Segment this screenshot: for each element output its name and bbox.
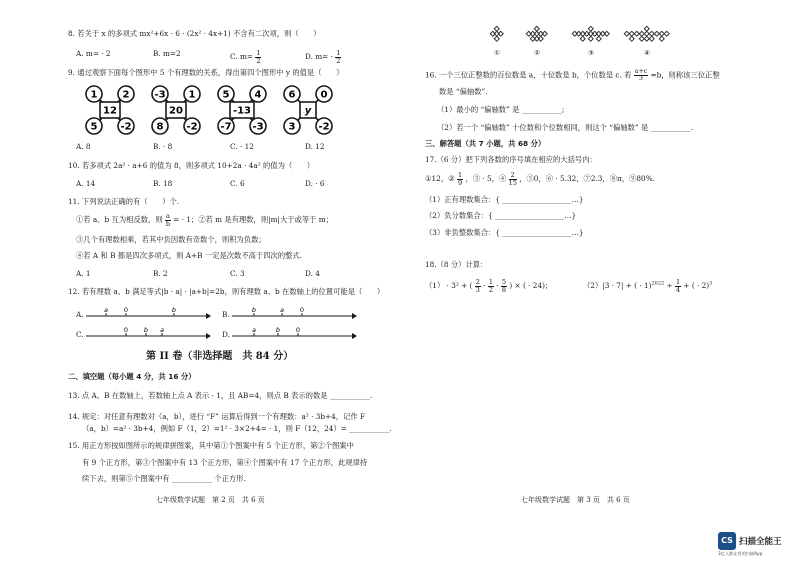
svg-text:b: b xyxy=(275,326,281,334)
q18-part-2: （2）|3 · 7| + ( · 1)$^{2022}$ ÷ $\frac{1}{4}$ + ( · 2)$^3$ xyxy=(583,278,713,294)
q11-statement-4: ④若 A 和 B 都是四次多项式，则 A+B 一定是次数不高于四次的整式. xyxy=(76,251,303,260)
q13-text: 13. 点 A、B 在数轴上，若数轴上点 A 表示 · 1，且 AB=4，则点 B 表示的数是 ___________. xyxy=(68,391,373,400)
q8-option-a: A. m= · 2 xyxy=(76,49,111,58)
q16-line-2: 数是 “偏轴数”. xyxy=(439,87,488,96)
svg-text:0: 0 xyxy=(295,326,301,334)
svg-text:0: 0 xyxy=(123,326,129,334)
q11-statement-1-2: ①若 a、b 互为相反数，则 $\frac{a}{b}$ = · 1；②若 m 是有理数，则|m|大于或等于 m； xyxy=(76,212,333,228)
svg-text:0: 0 xyxy=(123,306,129,314)
q18-part-1: （1） · 3² + ( $\frac{2}{3}$ · $\frac{1}{2}$ · $\frac{5}{8}$ ) × ( · 24)； xyxy=(425,278,553,294)
q10-option-a: A. 14 xyxy=(76,179,96,188)
pattern-label-4: ④ xyxy=(644,49,650,57)
q17-stem: 17.（6 分）把下列各数的序号填在相应的大括号内： xyxy=(425,155,597,164)
camscanner-name: 扫描全能王 xyxy=(739,537,782,547)
q9-f3-br: -3 xyxy=(252,121,264,133)
q11-option-a: A. 1 xyxy=(76,269,91,278)
q9-f4-center: y xyxy=(304,105,312,117)
q17-set-positive-rational: （1）正有理数集合：{ ___________________…} xyxy=(425,195,584,204)
q15-line-1: 15. 用正方形按如图所示的规律拼图案，其中第①个图案中有 5 个正方形，第②个图案中 xyxy=(68,441,354,450)
q12-number-line-d xyxy=(232,326,357,342)
q12-option-c-label: C. xyxy=(76,330,84,339)
camscanner-tagline: 3亿人都在用的扫描App xyxy=(718,551,763,556)
q9-option-c: C. · 12 xyxy=(230,142,254,151)
q12-number-line-b xyxy=(232,306,357,322)
q9-f2-bl: 8 xyxy=(156,121,164,133)
q10-stem: 10. 若多项式 2a² · a+6 的值为 8，则多项式 10+2a · 4a² 的值为（ ） xyxy=(68,161,315,170)
q16-part-1: （1）最小的 “偏轴数” 是 ___________; xyxy=(437,105,565,114)
q10-option-d: D. · 6 xyxy=(305,179,325,188)
footer-page-2: 七年级数学试题 第 2 页 共 6 页 xyxy=(156,496,265,504)
q9-f2-center: 20 xyxy=(169,105,183,117)
q9-f1-center: 12 xyxy=(103,105,117,117)
q9-figure-4 xyxy=(284,86,332,134)
q9-f1-bl: 5 xyxy=(90,121,98,133)
svg-text:b: b xyxy=(251,306,257,314)
q16-line-1: 16. 一个三位正整数的百位数是 a，十位数是 b，个位数是 c. 若 $\frac{a+c}{3}$ =b，则称该三位正整 xyxy=(425,68,720,83)
q9-f3-center: -13 xyxy=(232,105,252,117)
svg-text:b: b xyxy=(143,326,149,334)
q9-option-d: D. 12 xyxy=(305,142,325,151)
q14-line-2: （a，b）=a² · 3b+4，例如 F（1，2）=1² · 3×2+4= · 1，则 F（12，24）= ___________. xyxy=(82,424,392,433)
q9-f1-br: -2 xyxy=(120,121,132,133)
svg-text:a: a xyxy=(160,326,164,334)
camscanner-watermark xyxy=(718,532,788,558)
right-page xyxy=(397,0,794,561)
q12-number-line-c xyxy=(86,326,211,342)
q9-f4-tl: 6 xyxy=(288,89,296,101)
q11-option-d: D. 4 xyxy=(305,269,320,278)
q12-number-line-a xyxy=(86,306,211,322)
q9-f2-tl: -3 xyxy=(154,89,166,101)
q9-f3-tl: 5 xyxy=(222,89,230,101)
svg-text:b: b xyxy=(171,306,177,314)
q8-option-d: D. m= · $\frac{1}{2}$ xyxy=(305,49,341,65)
q12-option-b-label: B. xyxy=(222,310,230,319)
section-2-heading: 二、填空题（每小题 4 分，共 16 分） xyxy=(68,372,196,381)
q9-f4-br: -2 xyxy=(318,121,330,133)
q8-stem: 8. 若关于 x 的多项式 mx²+6x · 6 · (2x² · 4x+1) 不含有二次项，则（ ） xyxy=(68,29,321,38)
svg-text:a: a xyxy=(280,306,284,314)
q9-option-a: A. 8 xyxy=(76,142,91,151)
q9-figures xyxy=(80,82,340,138)
q18-stem: 18.（8 分）计算： xyxy=(425,260,488,269)
q12-stem: 12. 若有理数 a、b 满足等式|b · a| · |a+b|=2b，则有理数 a、b 在数轴上的位置可能是（ ） xyxy=(68,287,385,296)
q11-option-c: C. 3 xyxy=(230,269,245,278)
q15-line-3: 续下去，则第⑤个图案中有 ___________ 个正方形. xyxy=(82,474,246,483)
q9-f3-bl: -7 xyxy=(220,121,232,133)
q9-figure-1 xyxy=(86,86,134,134)
pattern-label-3: ③ xyxy=(588,49,594,57)
svg-text:0: 0 xyxy=(299,306,305,314)
q9-figure-3 xyxy=(218,86,266,134)
q14-line-1: 14. 规定：对任意有理数对（a，b），进行 “F” 运算后得到一个有理数：a² · 3b+4，记作 F xyxy=(68,412,366,421)
q8-option-b: B. m=2 xyxy=(153,49,181,58)
q17-set-negative-fraction: （2）负分数集合：{ ___________________…} xyxy=(425,211,577,220)
part-2-title: 第 II 卷（非选择题 共 84 分） xyxy=(146,351,294,362)
q11-stem: 11. 下列说法正确的有（ ）个. xyxy=(68,197,180,206)
q9-f2-br: -2 xyxy=(186,121,198,133)
square-pattern-figure xyxy=(485,24,685,60)
pattern-label-2: ② xyxy=(534,49,540,57)
q9-stem: 9. 通过观察下面每个图形中 5 个有理数的关系，得出第四个图形中 y 的值是（ ） xyxy=(68,68,344,77)
q10-option-b: B. 18 xyxy=(153,179,173,188)
q15-line-2: 有 9 个正方形，第③个图案中有 13 个正方形，第④个图案中有 17 个正方形，此规律持 xyxy=(82,458,368,467)
q9-f2-tr: 1 xyxy=(188,89,196,101)
q11-option-b: B. 2 xyxy=(153,269,168,278)
svg-text:a: a xyxy=(252,326,256,334)
q17-set-nonnegative-integer: （3）非负整数集合：{ ___________________…} xyxy=(425,228,584,237)
q9-option-b: B. · 8 xyxy=(153,142,173,151)
q11-statement-3: ③几个有理数相乘，若其中负因数有奇数个，则积为负数； xyxy=(76,235,266,244)
q9-f4-tr: 0 xyxy=(320,89,328,101)
q10-option-c: C. 6 xyxy=(230,179,245,188)
q9-figure-2 xyxy=(152,86,200,134)
svg-text:a: a xyxy=(104,306,108,314)
pattern-label-1: ① xyxy=(494,49,500,57)
section-3-heading: 三、解答题（共 7 小题，共 68 分） xyxy=(425,139,546,148)
q8-option-c: C. m= $\frac{1}{2}$ xyxy=(230,49,261,65)
camscanner-logo-icon: CS xyxy=(718,532,736,550)
q12-option-d-label: D. xyxy=(222,330,230,339)
q9-f3-tr: 4 xyxy=(254,89,262,101)
q16-part-2: （2）若一个 “偏轴数” 十位数和个位数相同，则这个 “偏轴数” 是 ___________. xyxy=(437,123,694,132)
q17-number-list: ①12，② $\frac{1}{9}$ ，③ · 5，④ $\frac{2}{15}$ ，⑤0，⑥ · 5.32，⑦2.3，⑧π，⑨80%. xyxy=(425,171,655,187)
q9-f4-bl: 3 xyxy=(288,121,296,133)
q9-f1-tr: 2 xyxy=(122,89,130,101)
q9-f1-tl: 1 xyxy=(90,89,98,101)
q12-option-a-label: A. xyxy=(76,310,84,319)
footer-page-3: 七年级数学试题 第 3 页 共 6 页 xyxy=(521,496,630,504)
